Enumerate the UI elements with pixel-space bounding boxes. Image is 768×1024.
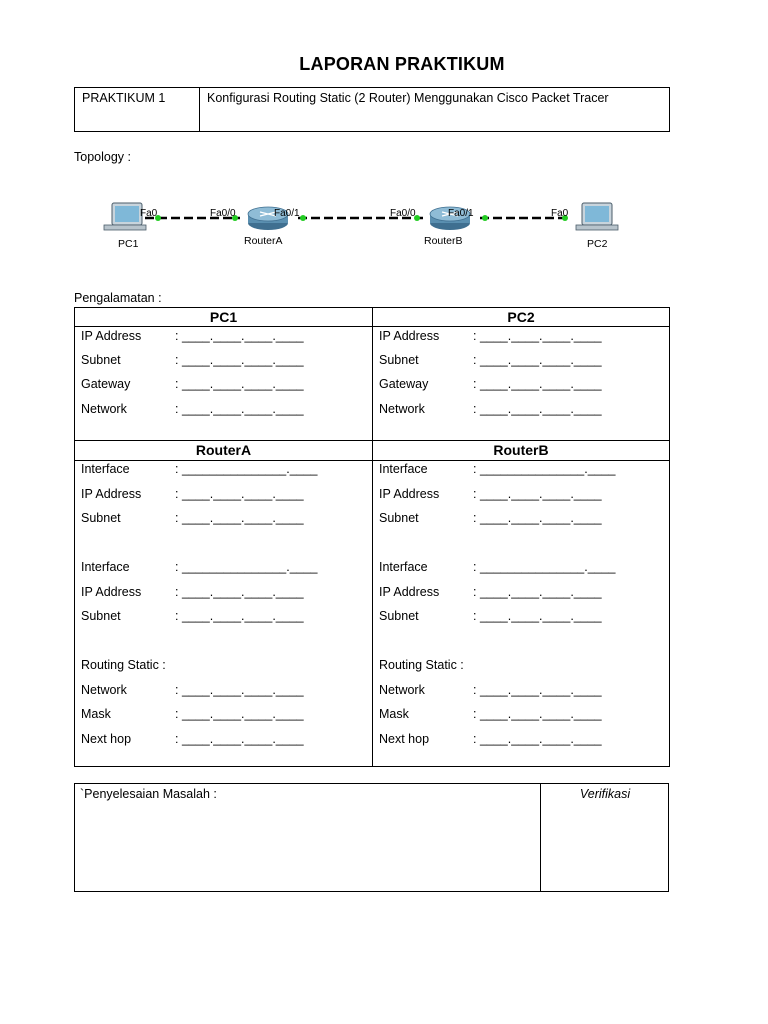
field-label: Interface (81, 462, 130, 476)
pc2-header: PC2 (507, 309, 535, 325)
blank-field[interactable]: : ____.____.____.____ (473, 609, 602, 623)
blank-field[interactable]: : ____.____.____.____ (175, 707, 304, 721)
field-label: Network (81, 402, 127, 416)
praktikum-number: PRAKTIKUM 1 (82, 91, 166, 105)
field-label: Routing Static : (81, 658, 166, 672)
link-status-dot (482, 215, 488, 221)
field-label: Gateway (379, 377, 429, 391)
verification-label: Verifikasi (579, 787, 631, 801)
field-label: Network (81, 683, 127, 697)
field-label: Subnet (379, 609, 419, 623)
field-label: Network (379, 683, 425, 697)
field-label: IP Address (81, 585, 142, 599)
blank-field[interactable]: : ____.____.____.____ (473, 402, 602, 416)
blank-field[interactable]: : ____.____.____.____ (473, 511, 602, 525)
problem-solving-label: `Penyelesaian Masalah : (80, 787, 217, 801)
blank-field[interactable]: : ____.____.____.____ (473, 732, 602, 746)
field-label: Mask (379, 707, 409, 721)
addressing-label: Pengalamatan : (74, 291, 162, 305)
field-label: Subnet (81, 609, 121, 623)
header-table (74, 87, 670, 132)
field-label: Subnet (379, 353, 419, 367)
pc1-header: PC1 (209, 309, 238, 325)
page-title: LAPORAN PRAKTIKUM (299, 54, 505, 74)
blank-field[interactable]: : ____.____.____.____ (473, 377, 602, 391)
blank-field[interactable]: : ____.____.____.____ (473, 585, 602, 599)
port-label-pc2-fa0: Fa0 (551, 208, 569, 219)
blank-field[interactable]: : ____.____.____.____ (175, 511, 304, 525)
field-label: Network (379, 402, 425, 416)
device-label-routera: RouterA (244, 235, 283, 247)
field-label: Next hop (81, 732, 132, 746)
field-label: Gateway (81, 377, 131, 391)
port-label-pc1-fa0: Fa0 (140, 208, 158, 219)
blank-field[interactable]: : ____.____.____.____ (473, 329, 602, 343)
blank-field[interactable]: : ____.____.____.____ (473, 353, 602, 367)
blank-field[interactable]: : ____.____.____.____ (175, 402, 304, 416)
blank-field[interactable]: : ____.____.____.____ (175, 683, 304, 697)
device-label-pc1: PC1 (118, 238, 139, 250)
blank-field[interactable]: : ____.____.____.____ (175, 609, 304, 623)
blank-field[interactable]: : ____.____.____.____ (175, 585, 304, 599)
field-label: Subnet (379, 511, 419, 525)
port-label-ra-fa00: Fa0/0 (210, 208, 236, 219)
topology-label: Topology : (74, 150, 131, 164)
field-label: Subnet (81, 353, 121, 367)
field-label: IP Address (379, 585, 440, 599)
blank-field[interactable]: : _______________.____ (473, 462, 616, 476)
topology-diagram (90, 196, 630, 256)
link-status-dot (300, 215, 306, 221)
addressing-table (74, 307, 670, 767)
blank-field[interactable]: : ____.____.____.____ (175, 329, 304, 343)
blank-field[interactable]: : _______________.____ (175, 462, 318, 476)
blank-field[interactable]: : _______________.____ (175, 560, 318, 574)
field-label: Subnet (81, 511, 121, 525)
port-label-rb-fa01: Fa0/1 (448, 208, 474, 219)
port-label-rb-fa00: Fa0/0 (390, 208, 416, 219)
routerb-header: RouterB (493, 442, 549, 458)
blank-field[interactable]: : ____.____.____.____ (473, 683, 602, 697)
field-label: IP Address (81, 329, 142, 343)
field-label: IP Address (379, 487, 440, 501)
port-label-ra-fa01: Fa0/1 (274, 208, 300, 219)
footer-table (74, 783, 669, 892)
praktikum-topic: Konfigurasi Routing Static (2 Router) Menggunakan Cisco Packet Tracer (207, 91, 609, 105)
blank-field[interactable]: : ____.____.____.____ (175, 353, 304, 367)
field-label: Mask (81, 707, 111, 721)
field-label: Routing Static : (379, 658, 464, 672)
pc2-icon (576, 203, 618, 230)
blank-field[interactable]: : ____.____.____.____ (473, 707, 602, 721)
field-label: IP Address (81, 487, 142, 501)
routera-header: RouterA (195, 442, 252, 458)
blank-field[interactable]: : ____.____.____.____ (175, 732, 304, 746)
blank-field[interactable]: : ____.____.____.____ (175, 377, 304, 391)
field-label: IP Address (379, 329, 440, 343)
field-label: Interface (379, 462, 428, 476)
blank-field[interactable]: : ____.____.____.____ (473, 487, 602, 501)
device-label-pc2: PC2 (587, 238, 608, 250)
blank-field[interactable]: : ____.____.____.____ (175, 487, 304, 501)
device-label-routerb: RouterB (424, 235, 463, 247)
field-label: Interface (379, 560, 428, 574)
field-label: Interface (81, 560, 130, 574)
field-label: Next hop (379, 732, 430, 746)
blank-field[interactable]: : _______________.____ (473, 560, 616, 574)
